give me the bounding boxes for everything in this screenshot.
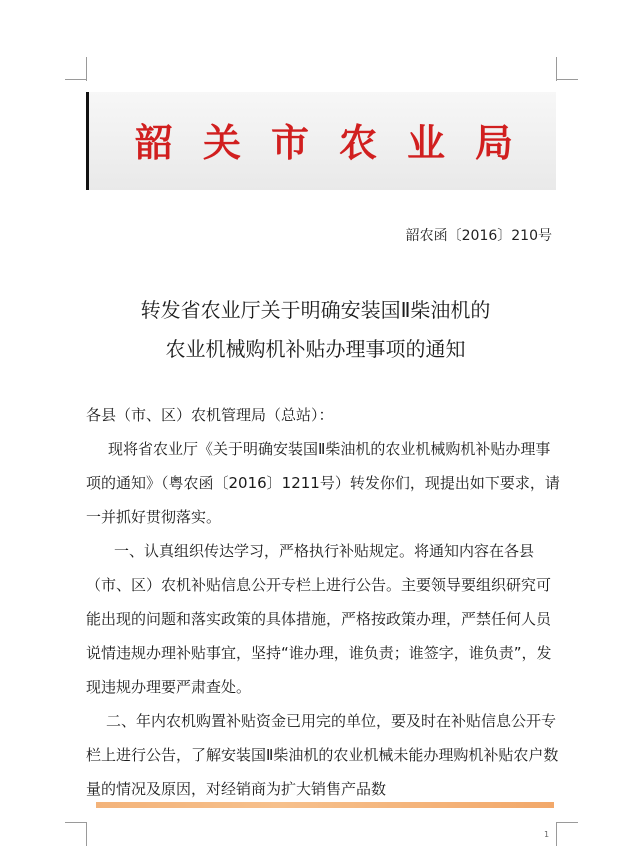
crop-mark-bl-h [65, 822, 87, 823]
paragraph-requirement-2: 二、年内农机购置补贴资金已用完的单位，要及时在补贴信息公开专栏上进行公告，了解安装国Ⅱ柴油机的农业机械未能办理购机补贴农户数量的情况及原因，对经销商为扩大销售产品数 [86, 712, 559, 798]
letterhead-margin-bar [86, 92, 89, 190]
crop-mark-tr-v [556, 57, 557, 81]
crop-mark-br-v [556, 822, 557, 846]
crop-mark-tl-v [86, 57, 87, 81]
letterhead-banner [86, 92, 556, 190]
footer-red-rule [96, 802, 554, 808]
document-title-line-2: 农业机械购机补贴办理事项的通知 [165, 337, 466, 361]
paragraph-intro: 现将省农业厅《关于明确安装国Ⅱ柴油机的农业机械购机补贴办理事项的通知》（粤农函〔2016〕1211号）转发你们，现提出如下要求，请一并抓好贯彻落实。 [86, 440, 560, 526]
page-number: 1 [544, 830, 550, 839]
crop-mark-br-h [556, 822, 578, 823]
crop-mark-tr-h [556, 79, 578, 80]
paragraph-requirement-1: 一、认真组织传达学习，严格执行补贴规定。将通知内容在各县（市、区）农机补贴信息公开专栏上进行公告。主要领导要组织研究可能出现的问题和落实政策的具体措施，严格按政策办理，严禁任何人员说情违规办理补贴事宜，坚持“谁办理，谁负责；谁签字，谁负责”，发现违规办理要严肃查处。 [86, 542, 552, 696]
document-title-line-1: 转发省农业厅关于明确安装国Ⅱ柴油机的 [140, 298, 491, 322]
addressee: 各县（市、区）农机管理局（总站）： [86, 406, 334, 424]
document-number: 韶农函〔2016〕210号 [405, 228, 552, 244]
crop-mark-tl-h [65, 79, 87, 80]
crop-mark-bl-v [86, 822, 87, 846]
letterhead-org-name: 韶关市农业局 [135, 120, 544, 165]
